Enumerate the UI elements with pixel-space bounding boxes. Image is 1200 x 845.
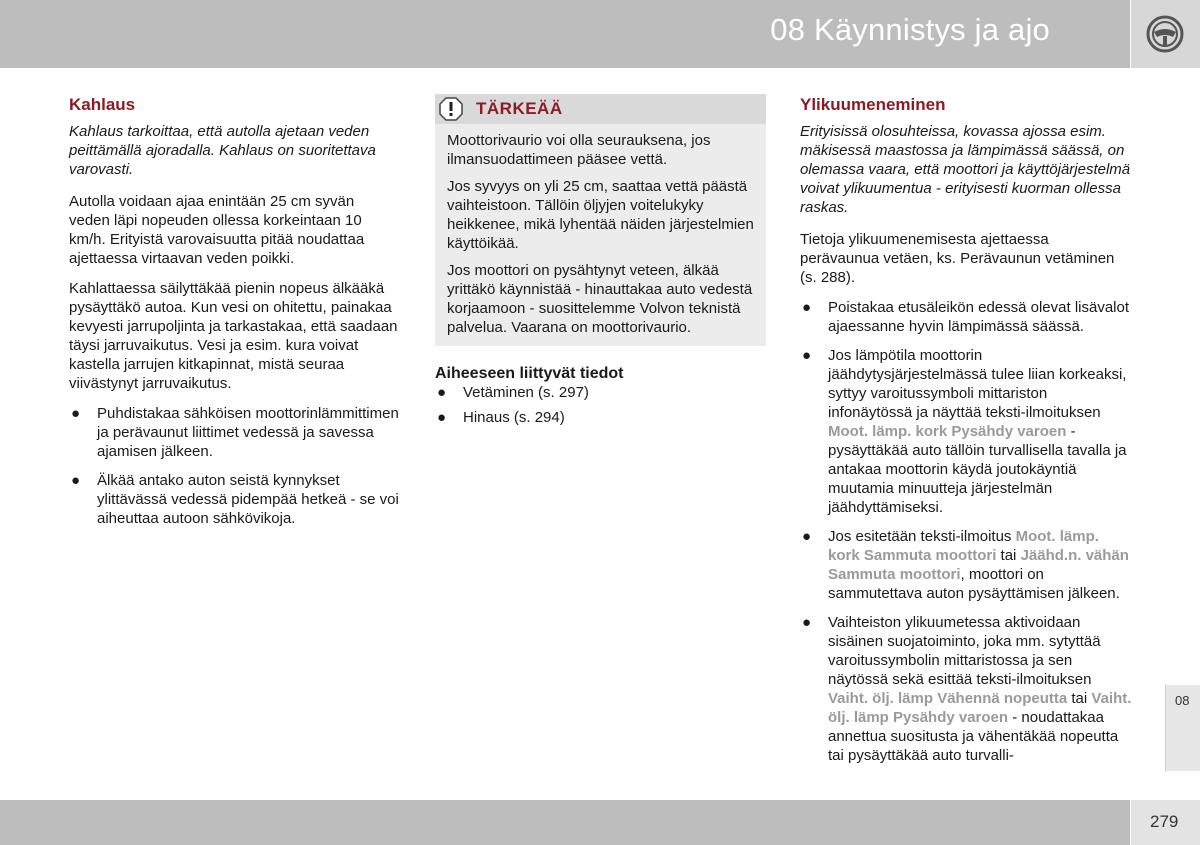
list-item: ● Jos esitetään teksti-ilmoitus Moot. lämp. kork Sammuta moottori tai Jäähd.n. vähän Sammuta moottori, moottori on sammutettava auton pysäyttämisen jälkeen. bbox=[802, 528, 1129, 602]
wading-intro: Kahlaus tarkoittaa, että autolla ajetaan veden peittämällä ajoradalla. Kahlaus on suoritettava varovasti. bbox=[69, 123, 376, 178]
related-info-heading: Aiheeseen liittyvät tiedot bbox=[435, 365, 624, 382]
display-message: Moot. lämp. kork Sammuta moottori bbox=[828, 528, 1099, 564]
overheating-paragraph-1: Tietoja ylikuumenemisesta ajettaessa perävaunua vetäen, ks. Perävaunun vetäminen (s. 288). bbox=[800, 231, 1115, 286]
list-item: ● Puhdistakaa sähköisen moottorinlämmittimen ja perävaunut liittimet vedessä ja savessa ajamisen jälkeen. bbox=[71, 405, 399, 460]
overheating-bullet-list bbox=[800, 298, 1132, 765]
important-section bbox=[435, 94, 767, 433]
overheating-intro: Erityisissä olosuhteissa, kovassa ajossa esim. mäkisessä maastossa ja lämpimässä säässä, on olemassa vaara, että moottori ja käyttöjärjestelmä voivat ylikuumentua - erityisesti kuorman ollessa raskas. bbox=[800, 123, 1131, 216]
display-message: Vaiht. ölj. lämp Pysähdy varoen bbox=[828, 690, 1132, 726]
warning-paragraph-3: Jos moottori on pysähtynyt veteen, älkää yrittäkö käynnistää - hinauttakaa auto vedestä korjaamoon - suosittelemme Volvon teknistä palvelua. Vaarana on moottorivaurio. bbox=[447, 262, 753, 336]
list-item: ● Poistakaa etusäleikön edessä olevat lisävalot ajaessanne hyvin lämpimässä säässä. bbox=[802, 299, 1130, 335]
display-message: Jäähd.n. vähän Sammuta moottori bbox=[828, 547, 1129, 583]
exclamation-icon bbox=[439, 97, 463, 121]
display-message: Moot. lämp. kork Pysähdy varoen bbox=[828, 423, 1067, 440]
steering-wheel-icon bbox=[1145, 14, 1185, 54]
warning-paragraph-2: Jos syvyys on yli 25 cm, saattaa vettä päästä vaihteistoon. Tällöin öljyjen voitelukyky heikkenee, mikä lyhentää näiden järjestelmien käyttöikää. bbox=[447, 178, 754, 252]
warning-body bbox=[435, 124, 766, 337]
wading-section bbox=[69, 94, 399, 538]
wading-paragraph-1: Autolla voidaan ajaa enintään 25 cm syvän veden läpi nopeuden ollessa korkeintaan 10 km/h. Erityistä varovaisuutta pitää noudattaa ajettaessa virtaavan veden poikki. bbox=[69, 193, 365, 267]
related-link-towing[interactable]: ● Vetäminen (s. 297) bbox=[437, 384, 589, 401]
chapter-side-tab bbox=[1165, 685, 1200, 771]
chapter-title: 08 Käynnistys ja ajo bbox=[770, 12, 1050, 47]
overheating-section bbox=[800, 94, 1132, 775]
warning-header bbox=[435, 94, 766, 124]
wading-bullet-list bbox=[69, 404, 399, 528]
important-warning-box bbox=[435, 94, 766, 346]
chapter-header bbox=[0, 0, 1130, 68]
side-tab-label: 08 bbox=[1175, 693, 1190, 708]
page-number: 279 bbox=[1150, 812, 1179, 831]
wading-paragraph-2: Kahlattaessa säilyttäkää pienin nopeus älkääkä pysäyttäkö autoa. Kun vesi on ohitettu, painakaa kevyesti jarrupoljinta ja tarkastakaa, että saadaan täysi jarruvaikutus. Vesi ja esim. kura voivat kastella jarrujen kitkapinnat, mistä seuraa viivästynyt jarruvaikutus. bbox=[69, 280, 398, 392]
related-links-list bbox=[435, 383, 767, 427]
warning-title: TÄRKEÄÄ bbox=[476, 99, 563, 118]
warning-paragraph-1: Moottorivaurio voi olla seurauksena, jos ilmansuodattimeen pääsee vettä. bbox=[447, 132, 711, 168]
related-link-tow-away[interactable]: ● Hinaus (s. 294) bbox=[437, 409, 565, 426]
list-item: ● Älkää antako auton seistä kynnykset ylittävässä vedessä pidempää hetkeä - se voi aiheuttaa autoon sähkövikoja. bbox=[71, 472, 399, 527]
section-heading-overheating: Ylikuumeneminen bbox=[800, 95, 946, 114]
page-footer bbox=[0, 800, 1130, 845]
chapter-icon-box bbox=[1131, 0, 1200, 68]
display-message: Vaiht. ölj. lämp Vähennä nopeutta bbox=[828, 690, 1068, 707]
section-heading-wading: Kahlaus bbox=[69, 95, 136, 114]
list-item: ● Jos lämpötila moottorin jäähdytysjärjestelmässä tulee liian korkeaksi, syttyy varoitussymboli mittariston infonäytössä ja näyttää teksti-ilmoituksen Moot. lämp. kork Pysähdy varoen - pysäyttäkää auto tällöin turvallisella tavalla ja antakaa moottorin käydä joutokäyntiä muutamia minuutteja järjestelmän jäähdyttämiseksi. bbox=[802, 347, 1127, 516]
list-item: ● Vaihteiston ylikuumetessa aktivoidaan sisäinen suojatoiminto, joka mm. sytyttää varoitussymbolin mittaristossa ja sen näytössä sekä esittää teksti-ilmoituksen Vaiht. ölj. lämp Vähennä nopeutta tai Vaiht. ölj. lämp Pysähdy varoen - noudattakaa annettua suositusta ja vähentäkää nopeutta tai pysäyttäkää auto turvalli- bbox=[802, 614, 1132, 764]
